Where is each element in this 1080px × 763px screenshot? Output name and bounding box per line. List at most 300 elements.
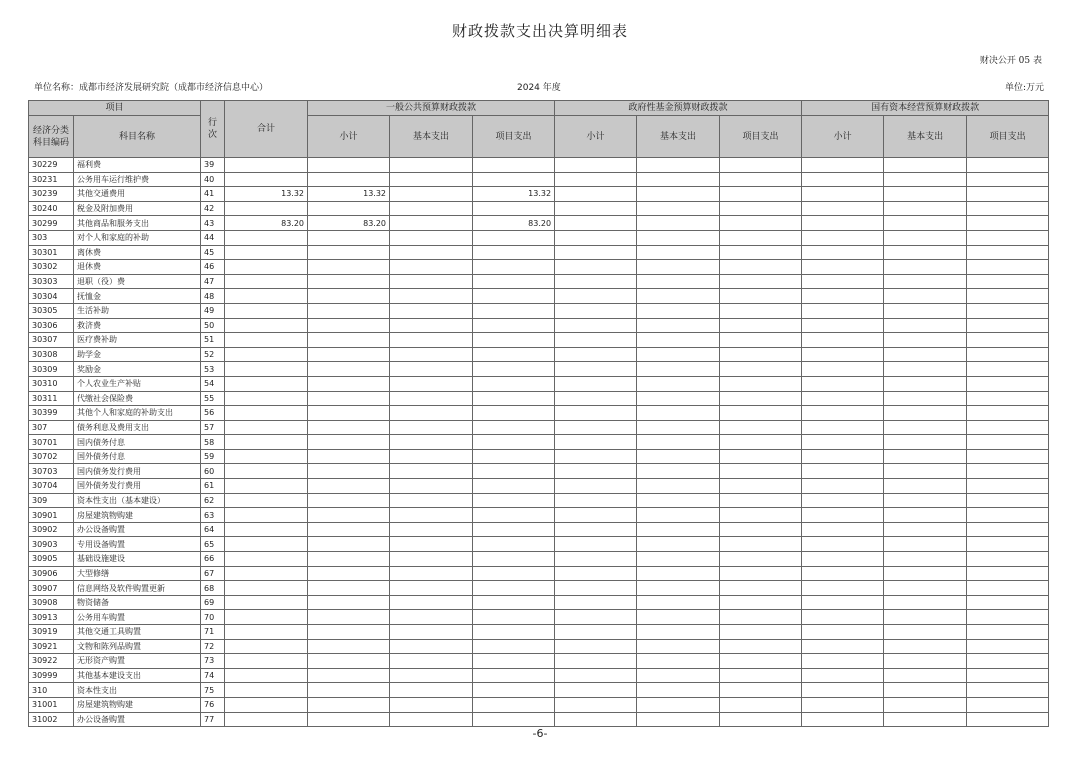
capital-project-cell [967, 668, 1049, 683]
table-row [29, 216, 1049, 231]
general-basic-cell [390, 318, 473, 333]
general-basic-cell [390, 522, 473, 537]
general-subtotal-cell: 83.20 [308, 216, 390, 231]
row-number-cell: 42 [201, 201, 225, 216]
capital-subtotal-cell [802, 610, 884, 625]
econ-code-cell: 30302 [29, 260, 74, 275]
general-subtotal-cell [308, 683, 390, 698]
row-number-cell: 40 [201, 172, 225, 187]
total-cell [225, 376, 308, 391]
capital-subtotal-cell [802, 172, 884, 187]
capital-basic-cell [884, 158, 967, 173]
capital-basic-cell [884, 552, 967, 567]
econ-code-cell: 30303 [29, 274, 74, 289]
header-general-subtotal: 小计 [308, 116, 390, 158]
fund-project-cell [720, 216, 802, 231]
capital-subtotal-cell [802, 712, 884, 727]
fund-basic-cell [637, 493, 720, 508]
subject-name-cell: 助学金 [74, 347, 201, 362]
econ-code-cell: 30999 [29, 668, 74, 683]
general-subtotal-cell [308, 230, 390, 245]
capital-basic-cell [884, 581, 967, 596]
table-row [29, 639, 1049, 654]
row-number-cell: 49 [201, 303, 225, 318]
fund-subtotal-cell [555, 508, 637, 523]
general-project-cell [473, 493, 555, 508]
table-row [29, 508, 1049, 523]
capital-basic-cell [884, 172, 967, 187]
general-project-cell [473, 376, 555, 391]
table-row [29, 333, 1049, 348]
capital-basic-cell [884, 566, 967, 581]
fund-basic-cell [637, 245, 720, 260]
row-number-cell: 66 [201, 552, 225, 567]
econ-code-cell: 30307 [29, 333, 74, 348]
row-number-cell: 77 [201, 712, 225, 727]
fund-subtotal-cell [555, 289, 637, 304]
general-project-cell [473, 391, 555, 406]
capital-subtotal-cell [802, 522, 884, 537]
total-cell [225, 697, 308, 712]
general-basic-cell [390, 493, 473, 508]
general-project-cell [473, 303, 555, 318]
general-subtotal-cell [308, 595, 390, 610]
general-basic-cell [390, 406, 473, 421]
general-project-cell [473, 479, 555, 494]
fund-subtotal-cell [555, 347, 637, 362]
capital-subtotal-cell [802, 435, 884, 450]
fund-subtotal-cell [555, 639, 637, 654]
general-basic-cell [390, 581, 473, 596]
general-subtotal-cell [308, 303, 390, 318]
capital-basic-cell [884, 493, 967, 508]
fund-subtotal-cell [555, 187, 637, 202]
year-suffix: 年度 [542, 83, 561, 93]
subject-name-cell: 无形资产购置 [74, 654, 201, 669]
capital-subtotal-cell [802, 683, 884, 698]
subject-name-cell: 文物和陈列品购置 [74, 639, 201, 654]
header-subject-name: 科目名称 [74, 116, 201, 158]
capital-basic-cell [884, 245, 967, 260]
table-row [29, 318, 1049, 333]
capital-project-cell [967, 406, 1049, 421]
fund-project-cell [720, 187, 802, 202]
table-row [29, 435, 1049, 450]
general-subtotal-cell [308, 639, 390, 654]
fund-project-cell [720, 158, 802, 173]
fund-basic-cell [637, 158, 720, 173]
general-project-cell [473, 245, 555, 260]
fund-subtotal-cell [555, 566, 637, 581]
capital-project-cell [967, 654, 1049, 669]
general-project-cell [473, 537, 555, 552]
fund-basic-cell [637, 201, 720, 216]
capital-subtotal-cell [802, 406, 884, 421]
general-subtotal-cell [308, 566, 390, 581]
capital-subtotal-cell [802, 639, 884, 654]
capital-basic-cell [884, 639, 967, 654]
header-total: 合计 [225, 101, 308, 158]
econ-code-cell: 30913 [29, 610, 74, 625]
econ-code-cell: 30239 [29, 187, 74, 202]
fund-basic-cell [637, 610, 720, 625]
fund-project-cell [720, 581, 802, 596]
total-cell [225, 230, 308, 245]
total-cell [225, 303, 308, 318]
capital-subtotal-cell [802, 537, 884, 552]
fund-basic-cell [637, 479, 720, 494]
capital-project-cell [967, 391, 1049, 406]
subject-name-cell: 其他商品和服务支出 [74, 216, 201, 231]
capital-basic-cell [884, 201, 967, 216]
capital-basic-cell [884, 610, 967, 625]
header-fund-basic: 基本支出 [637, 116, 720, 158]
capital-basic-cell [884, 654, 967, 669]
total-cell [225, 420, 308, 435]
general-subtotal-cell [308, 552, 390, 567]
general-basic-cell [390, 347, 473, 362]
total-cell: 83.20 [225, 216, 308, 231]
fund-subtotal-cell [555, 158, 637, 173]
capital-subtotal-cell [802, 362, 884, 377]
table-row [29, 522, 1049, 537]
capital-basic-cell [884, 435, 967, 450]
subject-name-cell: 代缴社会保险费 [74, 391, 201, 406]
general-basic-cell [390, 391, 473, 406]
table-row [29, 187, 1049, 202]
page-title: 财政拨款支出决算明细表 [451, 22, 628, 40]
total-cell [225, 449, 308, 464]
fund-project-cell [720, 274, 802, 289]
general-basic-cell [390, 697, 473, 712]
fund-basic-cell [637, 376, 720, 391]
row-number-cell: 62 [201, 493, 225, 508]
fund-project-cell [720, 289, 802, 304]
total-cell [225, 610, 308, 625]
capital-subtotal-cell [802, 245, 884, 260]
fund-subtotal-cell [555, 230, 637, 245]
subject-name-cell: 税金及附加费用 [74, 201, 201, 216]
header-fund-project: 项目支出 [720, 116, 802, 158]
general-project-cell [473, 362, 555, 377]
general-subtotal-cell [308, 333, 390, 348]
capital-project-cell [967, 508, 1049, 523]
subject-name-cell: 国内债务发行费用 [74, 464, 201, 479]
fund-basic-cell [637, 625, 720, 640]
fund-subtotal-cell [555, 479, 637, 494]
general-project-cell [473, 406, 555, 421]
general-basic-cell [390, 625, 473, 640]
general-project-cell [473, 464, 555, 479]
total-cell [225, 362, 308, 377]
header-fund-subtotal: 小计 [555, 116, 637, 158]
general-subtotal-cell: 13.32 [308, 187, 390, 202]
fund-project-cell [720, 230, 802, 245]
fund-subtotal-cell [555, 449, 637, 464]
general-basic-cell [390, 216, 473, 231]
subject-name-cell: 国内债务付息 [74, 435, 201, 450]
general-project-cell [473, 522, 555, 537]
header-capital-project: 项目支出 [967, 116, 1049, 158]
row-number-cell: 51 [201, 333, 225, 348]
econ-code-cell: 30309 [29, 362, 74, 377]
subject-name-cell: 大型修缮 [74, 566, 201, 581]
subject-name-cell: 生活补助 [74, 303, 201, 318]
fund-basic-cell [637, 318, 720, 333]
total-cell [225, 158, 308, 173]
capital-project-cell [967, 625, 1049, 640]
fund-basic-cell [637, 449, 720, 464]
table-row [29, 230, 1049, 245]
general-subtotal-cell [308, 449, 390, 464]
fund-basic-cell [637, 683, 720, 698]
fund-project-cell [720, 464, 802, 479]
subject-name-cell: 公务用车运行维护费 [74, 172, 201, 187]
general-subtotal-cell [308, 201, 390, 216]
general-basic-cell [390, 479, 473, 494]
fund-project-cell [720, 406, 802, 421]
subject-name-cell: 专用设备购置 [74, 537, 201, 552]
general-basic-cell [390, 230, 473, 245]
total-cell [225, 274, 308, 289]
capital-project-cell [967, 347, 1049, 362]
table-row [29, 537, 1049, 552]
capital-project-cell [967, 216, 1049, 231]
subject-name-cell: 抚恤金 [74, 289, 201, 304]
fund-project-cell [720, 522, 802, 537]
econ-code-cell: 30306 [29, 318, 74, 333]
subject-name-cell: 对个人和家庭的补助 [74, 230, 201, 245]
row-number-cell: 56 [201, 406, 225, 421]
econ-code-cell: 30308 [29, 347, 74, 362]
capital-project-cell [967, 610, 1049, 625]
table-row [29, 420, 1049, 435]
fund-subtotal-cell [555, 683, 637, 698]
capital-basic-cell [884, 391, 967, 406]
capital-project-cell [967, 537, 1049, 552]
row-number-cell: 59 [201, 449, 225, 464]
subject-name-cell: 救济费 [74, 318, 201, 333]
expenditure-table [28, 100, 1049, 727]
general-basic-cell [390, 187, 473, 202]
capital-subtotal-cell [802, 347, 884, 362]
money-unit: 单位:万元 [1004, 83, 1044, 93]
fund-basic-cell [637, 435, 720, 450]
subject-name-cell: 房屋建筑物购建 [74, 697, 201, 712]
fund-basic-cell [637, 639, 720, 654]
fund-project-cell [720, 712, 802, 727]
subject-name-cell: 物资储备 [74, 595, 201, 610]
econ-code-cell: 30311 [29, 391, 74, 406]
table-body [29, 158, 1049, 727]
general-project-cell [473, 683, 555, 698]
fund-subtotal-cell [555, 493, 637, 508]
row-number-cell: 70 [201, 610, 225, 625]
fund-subtotal-cell [555, 537, 637, 552]
table-row [29, 303, 1049, 318]
general-subtotal-cell [308, 522, 390, 537]
fund-project-cell [720, 435, 802, 450]
general-project-cell [473, 639, 555, 654]
capital-project-cell [967, 318, 1049, 333]
general-project-cell [473, 230, 555, 245]
econ-code-cell: 30906 [29, 566, 74, 581]
capital-basic-cell [884, 347, 967, 362]
fund-subtotal-cell [555, 362, 637, 377]
general-project-cell [473, 449, 555, 464]
total-cell [225, 508, 308, 523]
capital-project-cell [967, 697, 1049, 712]
header-item: 项目 [29, 101, 201, 116]
fund-subtotal-cell [555, 435, 637, 450]
fund-subtotal-cell [555, 260, 637, 275]
row-number-cell: 68 [201, 581, 225, 596]
capital-subtotal-cell [802, 595, 884, 610]
general-project-cell [473, 172, 555, 187]
capital-project-cell [967, 595, 1049, 610]
general-project-cell [473, 289, 555, 304]
general-subtotal-cell [308, 376, 390, 391]
table-row [29, 668, 1049, 683]
capital-subtotal-cell [802, 376, 884, 391]
row-number-cell: 69 [201, 595, 225, 610]
table-row [29, 347, 1049, 362]
table-row [29, 552, 1049, 567]
fund-basic-cell [637, 362, 720, 377]
general-subtotal-cell [308, 420, 390, 435]
fund-project-cell [720, 245, 802, 260]
general-subtotal-cell [308, 537, 390, 552]
fund-basic-cell [637, 420, 720, 435]
capital-basic-cell [884, 537, 967, 552]
table-row [29, 697, 1049, 712]
subject-name-cell: 医疗费补助 [74, 333, 201, 348]
fund-basic-cell [637, 654, 720, 669]
total-cell [225, 683, 308, 698]
general-basic-cell [390, 683, 473, 698]
general-subtotal-cell [308, 508, 390, 523]
capital-basic-cell [884, 508, 967, 523]
capital-subtotal-cell [802, 201, 884, 216]
capital-project-cell [967, 260, 1049, 275]
general-subtotal-cell [308, 464, 390, 479]
subject-name-cell: 公务用车购置 [74, 610, 201, 625]
fund-basic-cell [637, 581, 720, 596]
row-number-cell: 73 [201, 654, 225, 669]
fund-project-cell [720, 610, 802, 625]
table-row [29, 479, 1049, 494]
subject-name-cell: 房屋建筑物购建 [74, 508, 201, 523]
capital-project-cell [967, 683, 1049, 698]
fund-subtotal-cell [555, 303, 637, 318]
total-cell [225, 406, 308, 421]
capital-project-cell [967, 303, 1049, 318]
table-row [29, 158, 1049, 173]
general-subtotal-cell [308, 668, 390, 683]
fund-basic-cell [637, 303, 720, 318]
fund-basic-cell [637, 172, 720, 187]
fund-project-cell [720, 391, 802, 406]
general-project-cell [473, 318, 555, 333]
general-project-cell [473, 697, 555, 712]
capital-basic-cell [884, 595, 967, 610]
capital-subtotal-cell [802, 333, 884, 348]
capital-basic-cell [884, 376, 967, 391]
econ-code-cell: 30901 [29, 508, 74, 523]
fund-basic-cell [637, 274, 720, 289]
total-cell [225, 654, 308, 669]
capital-project-cell [967, 158, 1049, 173]
fund-subtotal-cell [555, 610, 637, 625]
general-subtotal-cell [308, 289, 390, 304]
general-project-cell [473, 260, 555, 275]
capital-basic-cell [884, 406, 967, 421]
general-subtotal-cell [308, 318, 390, 333]
capital-subtotal-cell [802, 552, 884, 567]
fund-subtotal-cell [555, 391, 637, 406]
total-cell [225, 566, 308, 581]
table-row [29, 362, 1049, 377]
capital-project-cell [967, 376, 1049, 391]
unit-name: 单位名称：成都市经济发展研究院（成都市经济信息中心） [34, 83, 269, 93]
page-number: -6- [532, 727, 548, 740]
capital-subtotal-cell [802, 654, 884, 669]
capital-basic-cell [884, 260, 967, 275]
header-general-budget: 一般公共预算财政拨款 [308, 101, 555, 116]
row-number-cell: 47 [201, 274, 225, 289]
header-capital-subtotal: 小计 [802, 116, 884, 158]
total-cell [225, 552, 308, 567]
general-project-cell [473, 610, 555, 625]
capital-subtotal-cell [802, 289, 884, 304]
total-cell [225, 595, 308, 610]
fund-basic-cell [637, 595, 720, 610]
capital-basic-cell [884, 683, 967, 698]
econ-code-cell: 30305 [29, 303, 74, 318]
general-basic-cell [390, 449, 473, 464]
capital-basic-cell [884, 187, 967, 202]
subject-name-cell: 办公设备购置 [74, 712, 201, 727]
table-row [29, 566, 1049, 581]
fund-basic-cell [637, 508, 720, 523]
general-basic-cell [390, 552, 473, 567]
capital-basic-cell [884, 479, 967, 494]
econ-code-cell: 30704 [29, 479, 74, 494]
general-basic-cell [390, 333, 473, 348]
total-cell [225, 318, 308, 333]
general-basic-cell [390, 274, 473, 289]
general-basic-cell [390, 362, 473, 377]
total-cell [225, 289, 308, 304]
capital-project-cell [967, 420, 1049, 435]
fund-project-cell [720, 303, 802, 318]
general-project-cell [473, 508, 555, 523]
table-row [29, 376, 1049, 391]
general-basic-cell [390, 712, 473, 727]
econ-code-cell: 30902 [29, 522, 74, 537]
subject-name-cell: 其他个人和家庭的补助支出 [74, 406, 201, 421]
capital-basic-cell [884, 697, 967, 712]
capital-project-cell [967, 464, 1049, 479]
fund-subtotal-cell [555, 201, 637, 216]
fund-subtotal-cell [555, 552, 637, 567]
subject-name-cell: 国外债务发行费用 [74, 479, 201, 494]
fund-subtotal-cell [555, 376, 637, 391]
row-number-cell: 58 [201, 435, 225, 450]
capital-subtotal-cell [802, 449, 884, 464]
total-cell [225, 668, 308, 683]
fund-subtotal-cell [555, 318, 637, 333]
